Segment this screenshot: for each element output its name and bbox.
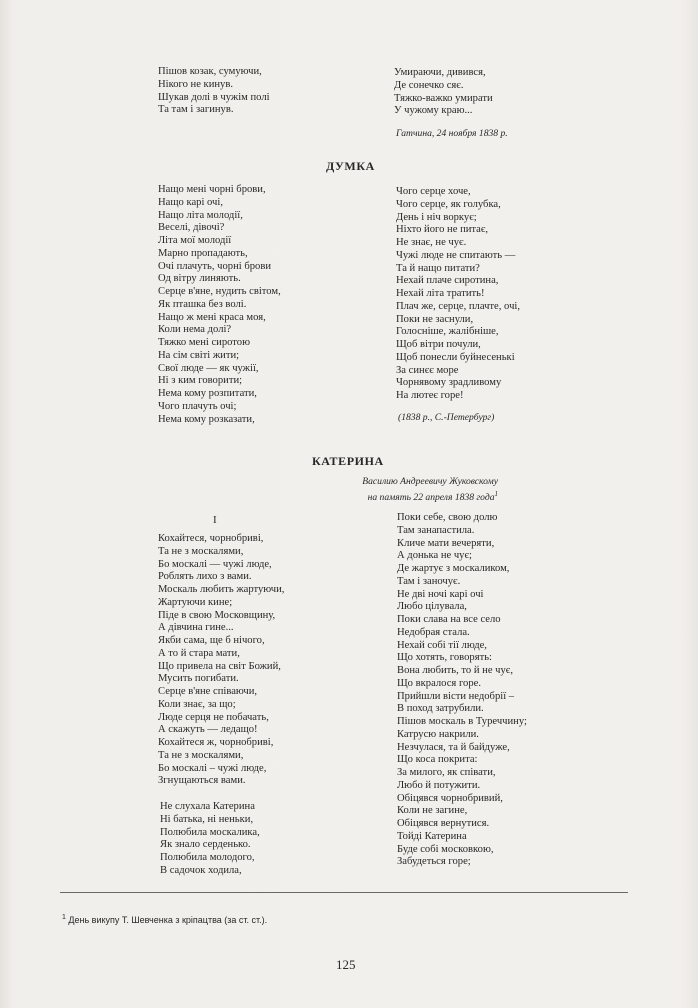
verse-line: Ні з ким говорити; bbox=[158, 375, 243, 387]
verse-line: Там занапастила. bbox=[397, 524, 475, 536]
verse-line: Коли нема долі? bbox=[158, 324, 232, 336]
verse-line: Поки не заснули, bbox=[396, 313, 474, 325]
verse-line: Обіцявся вернутися. bbox=[397, 818, 490, 829]
verse-line: Мусить погибати. bbox=[158, 673, 239, 685]
poem-title-dumka: ДУМКА bbox=[326, 159, 375, 173]
verse-line: Не дві ночі карі очі bbox=[397, 588, 484, 600]
verse-line: Кохайтеся, чорнобриві, bbox=[158, 533, 264, 544]
verse-line: Забудеться горе; bbox=[397, 856, 471, 868]
verse-line: Як пташка без волі. bbox=[158, 298, 247, 310]
verse-line: Якби сама, ще б нічого, bbox=[158, 635, 265, 646]
verse-line: Піде в свою Московщину, bbox=[158, 609, 276, 621]
verse-line: Та й нащо питати? bbox=[396, 262, 480, 274]
verse-line: Катрусю накрили. bbox=[397, 728, 479, 740]
verse-line: Нащо карі очі, bbox=[158, 196, 223, 208]
verse-line: Що коса покрита: bbox=[397, 754, 478, 766]
verse-line: Що привела на світ Божий, bbox=[158, 660, 281, 672]
verse-line: Умираючи, дивився, bbox=[394, 67, 486, 78]
verse-line: Бо москалі – чужі люде, bbox=[158, 762, 267, 774]
verse-line: На лютеє горе! bbox=[396, 390, 464, 401]
verse-line: Буде собі московкою, bbox=[397, 843, 494, 855]
verse-line: Обіцявся чорнобривий, bbox=[397, 792, 503, 804]
verse-line: Нема кому розпитати, bbox=[158, 388, 257, 399]
verse-line: Нехай літа тратить! bbox=[396, 288, 485, 299]
verse-line: Та не з москалями, bbox=[158, 749, 244, 761]
dedication-line-1: Василию Андреевичу Жуковскому bbox=[362, 476, 498, 487]
verse-line: Нехай плаче сиротина, bbox=[396, 275, 499, 287]
stanza-top-right bbox=[394, 67, 493, 118]
footnote-text: День викупу Т. Шевченка з кріпацтва (за ст. ст.). bbox=[68, 915, 268, 925]
verse-line: Бо москалі — чужі люде, bbox=[158, 558, 272, 570]
verse-line: Пішов козак, сумуючи, bbox=[158, 66, 262, 77]
verse-line: Недобрая стала. bbox=[397, 626, 470, 638]
verse-line: Тойді Катерина bbox=[397, 830, 467, 842]
stanza-top-left bbox=[158, 66, 270, 117]
verse-line: Де сонечко сяє. bbox=[394, 79, 464, 91]
verse-line: В садочок ходила, bbox=[160, 864, 242, 876]
verse-line: Там і заночує. bbox=[397, 575, 461, 587]
verse-line: Полюбила молодого, bbox=[160, 852, 255, 863]
verse-line: Кличе мати вечеряти, bbox=[397, 537, 495, 549]
dedication-line-2-text: на память 22 апреля 1838 года bbox=[367, 492, 495, 504]
verse-line: А то й стара мати, bbox=[158, 647, 240, 659]
verse-line: Плач же, серце, плачте, очі, bbox=[396, 300, 521, 312]
verse-line: Прийшли вісти недобрії – bbox=[397, 690, 515, 702]
dedication-line-2 bbox=[362, 488, 498, 504]
verse-line: Як знало серденько. bbox=[160, 839, 251, 851]
verse-line: Очі плачуть, чорні брови bbox=[158, 260, 272, 272]
verse-line: Поки слава на все село bbox=[397, 614, 501, 625]
verse-line: Жартуючи кине; bbox=[158, 596, 233, 608]
verse-line: Шукав долі в чужім полі bbox=[158, 91, 270, 103]
verse-line: Де жартує з москаликом, bbox=[397, 563, 510, 574]
verse-line: Нащо літа молодії, bbox=[158, 209, 243, 221]
verse-line: Літа мої молодії bbox=[158, 235, 232, 246]
verse-line: Серце в'яне співаючи, bbox=[158, 686, 258, 697]
verse-line: За синєє море bbox=[396, 364, 459, 376]
footnote-reference: 1 bbox=[494, 490, 498, 498]
verse-line: Марно пропадають, bbox=[158, 247, 248, 259]
verse-line: Ніхто його не питає, bbox=[396, 224, 489, 236]
verse-line: Та не з москалями, bbox=[158, 545, 244, 557]
verse-line: Свої люде — як чужії, bbox=[158, 362, 259, 374]
verse-line: Полюбила москалика, bbox=[160, 826, 260, 838]
verse-line: Вона любить, то й не чує, bbox=[397, 665, 513, 676]
verse-line: Нащо мені чорні брови, bbox=[158, 184, 266, 195]
footnote-mark: 1 bbox=[62, 914, 66, 921]
verse-line: Нащо ж мені краса моя, bbox=[158, 311, 266, 323]
date-note-top: Гатчина, 24 ноября 1838 р. bbox=[396, 128, 508, 139]
poem-title-kateryna: КАТЕРИНА bbox=[312, 454, 384, 468]
verse-line: Москаль любить жартуючи, bbox=[158, 584, 285, 595]
verse-line: Не знає, не чує. bbox=[396, 237, 467, 248]
verse-line: Щоб понесли буйнесенькі bbox=[396, 351, 515, 363]
verse-line: Од вітру линяють. bbox=[158, 273, 241, 285]
verse-line: Що хотять, говорять: bbox=[397, 652, 492, 664]
verse-line: Та там і загинув. bbox=[158, 104, 234, 116]
verse-line: А донька не чує; bbox=[397, 550, 472, 562]
page-number: 125 bbox=[336, 957, 356, 972]
verse-line: Не слухала Катерина bbox=[160, 801, 255, 812]
verse-line: Нехай собі тії люде, bbox=[397, 639, 487, 651]
verse-line: В поход затрубили. bbox=[397, 703, 484, 715]
verse-line: Пішов москаль в Туреччину; bbox=[397, 716, 527, 727]
verse-line: Нема кому розказати, bbox=[158, 413, 255, 425]
verse-line: Роблять лихо з вами. bbox=[158, 571, 252, 583]
verse-line: А дівчина гине... bbox=[158, 622, 234, 634]
verse-line: На сім світі жити; bbox=[158, 349, 240, 361]
verse-line: Чорнявому зрадливому bbox=[396, 377, 502, 389]
poem-kateryna-right-column bbox=[397, 512, 527, 869]
verse-line: Незчулася, та й байдуже, bbox=[397, 741, 510, 753]
verse-line: Чого серце, як голубка, bbox=[396, 198, 501, 210]
section-numeral: І bbox=[213, 514, 217, 526]
verse-line: День і ніч воркує; bbox=[396, 211, 477, 223]
footnote bbox=[62, 914, 267, 925]
verse-line: Поки себе, свою долю bbox=[397, 512, 498, 523]
footnote-divider bbox=[60, 892, 628, 893]
verse-line: Голосніше, жалібніше, bbox=[396, 326, 499, 338]
dedication bbox=[362, 476, 498, 504]
place-note-dumka: (1838 р., С.-Петербург) bbox=[398, 412, 495, 423]
verse-line: Щоб вітри почули, bbox=[396, 339, 481, 350]
verse-line: Коли не загине, bbox=[397, 805, 468, 817]
poem-kateryna-left-column bbox=[158, 533, 284, 788]
verse-line: А скажуть — ледащо! bbox=[158, 724, 258, 736]
verse-line: Чужі люде не спитають — bbox=[396, 249, 516, 261]
verse-line: Ні батька, ні неньки, bbox=[160, 813, 254, 825]
verse-line: У чужому краю... bbox=[394, 105, 473, 117]
verse-line: Чого плачуть очі; bbox=[158, 400, 237, 412]
verse-line: Що вкралося горе. bbox=[397, 677, 481, 689]
verse-line: Коли знає, за що; bbox=[158, 698, 236, 710]
poem-dumka-right-column bbox=[396, 186, 520, 403]
verse-line: Тяжко-важко умирати bbox=[394, 92, 493, 104]
poem-dumka-left-column bbox=[158, 184, 281, 426]
verse-line: Веселі, дівочі? bbox=[158, 222, 225, 234]
verse-line: Чого серце хоче, bbox=[396, 186, 471, 197]
verse-line: За милого, як співати, bbox=[397, 767, 496, 778]
verse-line: Серце в'яне, нудить світом, bbox=[158, 286, 281, 297]
verse-line: Тяжко мені сиротою bbox=[158, 337, 251, 348]
verse-line: Нікого не кинув. bbox=[158, 78, 233, 90]
verse-line: Люде серця не побачать, bbox=[158, 711, 269, 723]
verse-line: Кохайтеся ж, чорнобриві, bbox=[158, 737, 274, 748]
verse-line: Згнущаються вами. bbox=[158, 775, 246, 787]
poem-kateryna-left-stanza-2 bbox=[160, 801, 260, 878]
verse-line: Любо цілувала, bbox=[397, 601, 467, 613]
verse-line: Любо й потужити. bbox=[397, 779, 481, 791]
